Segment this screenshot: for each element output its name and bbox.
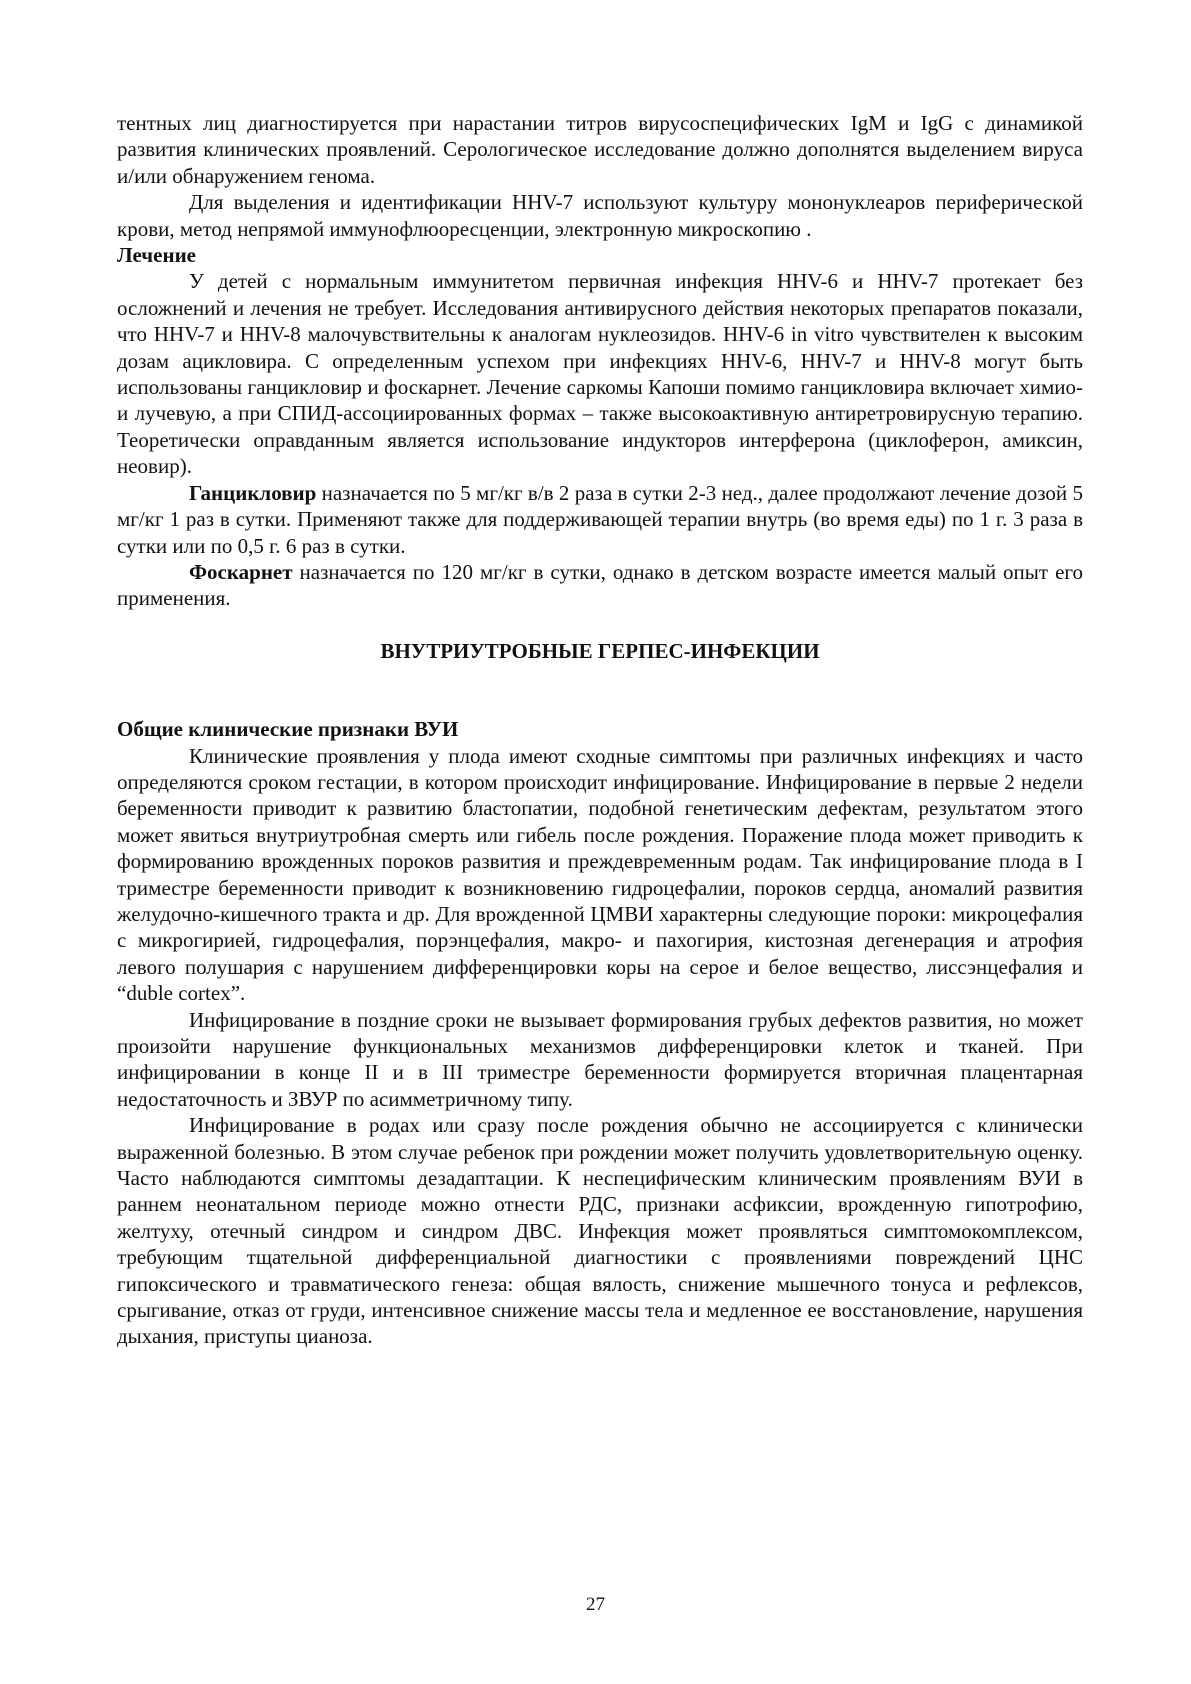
heading-clinical-signs: Общие клинические признаки ВУИ — [117, 717, 459, 742]
heading-treatment: Лечение — [117, 243, 196, 268]
term-ganciclovir: Ганцикловир — [189, 480, 317, 505]
paragraph-late-infection: Инфицирование в поздние сроки не вызывает формирования грубых дефектов развития, но может произойти нарушение функциональных механизмов дифференцировки клеток и тканей. При инфицировании в конце II и в III триместре беременности формируется вторичная плацентарная недостаточность и ЗВУР по асимметричному типу. — [117, 1007, 1083, 1111]
document-body — [117, 110, 1083, 1350]
ganciclovir-text: назначается по 5 мг/кг в/в 2 раза в сутки 2-3 нед., далее продолжают лечение дозой 5 мг/кг 1 раз в сутки. Применяют также для поддерживающей терапии внутрь (во время еды) по 1 г. 3 раза в сутки или по 0,5 г. 6 раз в сутки. — [117, 480, 1083, 558]
paragraph-foscarnet — [117, 559, 1083, 612]
paragraph-serology: тентных лиц диагностируется при нарастании титров вирусоспецифических IgM и IgG с динамикой развития клинических проявлений. Серологическое исследование должно дополнятся выделением вируса и/или обнаружением генома. — [117, 111, 1083, 188]
paragraph-clinical-manifestations: Клинические проявления у плода имеют сходные симптомы при различных инфекциях и часто определяются сроком гестации, в котором происходит инфицирование. Инфицирование в первые 2 недели беременности приводит к развитию бластопатии, подобной генетическим дефектам, результатом этого может явиться внутриутробная смерть или гибель после рождения. Поражение плода может приводить к формированию врожденных пороков развития и преждевременным родам. Так инфицирование плода в I триместре беременности приводит к возникновению гидроцефалии, пороков сердца, аномалий развития желудочно-кишечного тракта и др. Для врожденной ЦМВИ характерны следующие пороки: микроцефалия с микрогирией, гидроцефалия, порэнцефалия, макро- и пахогирия, кистозная дегенерация и атрофия левого полушария с нарушением дифференцировки коры на серое и белое вещество, лиссэнцефалия и “duble cortex”. — [117, 743, 1083, 1006]
section-title: ВНУТРИУТРОБНЫЕ ГЕРПЕС-ИНФЕКЦИИ — [380, 638, 820, 663]
paragraph-perinatal-infection: Инфицирование в родах или сразу после рождения обычно не ассоциируется с клинически выраженной болезнью. В этом случае ребенок при рождении может получить удовлетворительную оценку. Часто наблюдаются симптомы дезадаптации. К неспецифическим клиническим проявлениям ВУИ в раннем неонатальном периоде можно отнести РДС, признаки асфиксии, врожденную гипотрофию, желтуху, отечный синдром и синдром ДВС. Инфекция может проявляться симптомокомплексом, требующим тщательной дифференциальной диагностики с проявлениями повреждений ЦНС гипоксического и травматического генеза: общая вялость, снижение мышечного тонуса и рефлексов, срыгивание, отказ от груди, интенсивное снижение массы тела и медленное ее восстановление, нарушения дыхания, приступы цианоза. — [117, 1113, 1083, 1349]
paragraph-hhv7-identification: Для выделения и идентификации HHV-7 используют культуру мононуклеаров периферической крови, метод непрямой иммунофлюоресценции, электронную микроскопию . — [117, 190, 1083, 241]
foscarnet-text: назначается по 120 мг/кг в сутки, однако в детском возрасте имеется малый опыт его применения. — [117, 559, 1083, 611]
paragraph-ganciclovir — [117, 480, 1083, 559]
page-number: 27 — [586, 1594, 605, 1615]
term-foscarnet: Фоскарнет — [189, 559, 293, 584]
paragraph-treatment: У детей с нормальным иммунитетом первичная инфекция HHV-6 и HHV-7 протекает без осложнений и лечения не требует. Исследования антивирусного действия некоторых препаратов показали, что HHV-7 и HHV-8 малочувствительны к аналогам нуклеозидов. HHV-6 in vitro чувствителен к высоким дозам ацикловира. С определенным успехом при инфекциях HHV-6, HHV-7 и HHV-8 могут быть использованы ганцикловир и фоскарнет. Лечение саркомы Капоши помимо ганцикловира включает химио- и лучевую, а при СПИД-ассоциированных формах – также высокоактивную антиретровирусную терапию. Теоретически оправданным является использование индукторов интерферона (циклоферон, амиксин, неовир). — [117, 269, 1083, 479]
